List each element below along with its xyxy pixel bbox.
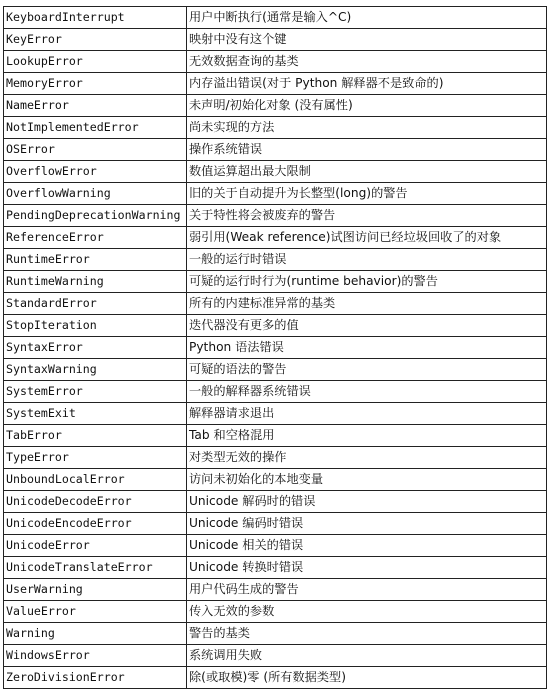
table-row bbox=[4, 469, 547, 491]
table-row bbox=[4, 491, 547, 513]
exception-description-cell: 可疑的语法的警告 bbox=[187, 359, 547, 381]
table-row bbox=[4, 535, 547, 557]
exception-name-cell: LookupError bbox=[4, 51, 187, 73]
exception-description-cell: 尚未实现的方法 bbox=[187, 117, 547, 139]
table-row bbox=[4, 7, 547, 29]
exception-name-cell: PendingDeprecationWarning bbox=[4, 205, 187, 227]
exception-name-cell: WindowsError bbox=[4, 645, 187, 667]
exception-name-cell: Warning bbox=[4, 623, 187, 645]
exception-name-cell: UnboundLocalError bbox=[4, 469, 187, 491]
exception-name-cell: OverflowError bbox=[4, 161, 187, 183]
exception-name-cell: UserWarning bbox=[4, 579, 187, 601]
exception-name-cell: UnicodeTranslateError bbox=[4, 557, 187, 579]
exception-name-cell: SystemError bbox=[4, 381, 187, 403]
table-row bbox=[4, 359, 547, 381]
exception-name-cell: RuntimeWarning bbox=[4, 271, 187, 293]
table-row bbox=[4, 271, 547, 293]
exception-description-cell: 警告的基类 bbox=[187, 623, 547, 645]
exception-description-cell: 用户中断执行(通常是输入^C) bbox=[187, 7, 547, 29]
exception-name-cell: KeyError bbox=[4, 29, 187, 51]
exception-name-cell: MemoryError bbox=[4, 73, 187, 95]
exception-description-cell: 内存溢出错误(对于 Python 解释器不是致命的) bbox=[187, 73, 547, 95]
table-row bbox=[4, 315, 547, 337]
exception-description-cell: 访问未初始化的本地变量 bbox=[187, 469, 547, 491]
exception-name-cell: SyntaxError bbox=[4, 337, 187, 359]
exception-description-cell: Tab 和空格混用 bbox=[187, 425, 547, 447]
table-row bbox=[4, 425, 547, 447]
exception-description-cell: 除(或取模)零 (所有数据类型) bbox=[187, 667, 547, 689]
exception-name-cell: StopIteration bbox=[4, 315, 187, 337]
table-row bbox=[4, 183, 547, 205]
table-row bbox=[4, 645, 547, 667]
table-row bbox=[4, 205, 547, 227]
exception-description-cell: 一般的运行时错误 bbox=[187, 249, 547, 271]
exception-description-cell: 系统调用失败 bbox=[187, 645, 547, 667]
exception-description-cell: 对类型无效的操作 bbox=[187, 447, 547, 469]
table-row bbox=[4, 161, 547, 183]
table-row bbox=[4, 557, 547, 579]
exception-name-cell: SystemExit bbox=[4, 403, 187, 425]
exception-description-cell: 旧的关于自动提升为长整型(long)的警告 bbox=[187, 183, 547, 205]
exception-description-cell: 未声明/初始化对象 (没有属性) bbox=[187, 95, 547, 117]
exception-name-cell: UnicodeError bbox=[4, 535, 187, 557]
table-row bbox=[4, 381, 547, 403]
exception-name-cell: StandardError bbox=[4, 293, 187, 315]
exception-description-cell: Python 语法错误 bbox=[187, 337, 547, 359]
exception-description-cell: 弱引用(Weak reference)试图访问已经垃圾回收了的对象 bbox=[187, 227, 547, 249]
exception-name-cell: ValueError bbox=[4, 601, 187, 623]
exception-description-cell: Unicode 解码时的错误 bbox=[187, 491, 547, 513]
exception-description-cell: 可疑的运行时行为(runtime behavior)的警告 bbox=[187, 271, 547, 293]
exception-description-cell: 映射中没有这个键 bbox=[187, 29, 547, 51]
table-row bbox=[4, 623, 547, 645]
exception-name-cell: TabError bbox=[4, 425, 187, 447]
exception-name-cell: RuntimeError bbox=[4, 249, 187, 271]
table-row bbox=[4, 139, 547, 161]
exception-description-cell: 用户代码生成的警告 bbox=[187, 579, 547, 601]
exception-description-cell: 迭代器没有更多的值 bbox=[187, 315, 547, 337]
table-row bbox=[4, 667, 547, 689]
table-row bbox=[4, 513, 547, 535]
table-row bbox=[4, 403, 547, 425]
exception-description-cell: 无效数据查询的基类 bbox=[187, 51, 547, 73]
exception-name-cell: SyntaxWarning bbox=[4, 359, 187, 381]
table-row bbox=[4, 293, 547, 315]
exception-description-cell: 解释器请求退出 bbox=[187, 403, 547, 425]
exception-name-cell: KeyboardInterrupt bbox=[4, 7, 187, 29]
exception-name-cell: NotImplementedError bbox=[4, 117, 187, 139]
exception-description-cell: Unicode 编码时错误 bbox=[187, 513, 547, 535]
table-row bbox=[4, 51, 547, 73]
exception-description-cell: 关于特性将会被废弃的警告 bbox=[187, 205, 547, 227]
table-row bbox=[4, 95, 547, 117]
exception-name-cell: NameError bbox=[4, 95, 187, 117]
exception-description-cell: 一般的解释器系统错误 bbox=[187, 381, 547, 403]
exception-description-cell: Unicode 转换时错误 bbox=[187, 557, 547, 579]
table-row bbox=[4, 227, 547, 249]
exception-name-cell: OverflowWarning bbox=[4, 183, 187, 205]
exception-table bbox=[3, 6, 547, 689]
table-row bbox=[4, 29, 547, 51]
exception-name-cell: ZeroDivisionError bbox=[4, 667, 187, 689]
exception-description-cell: 操作系统错误 bbox=[187, 139, 547, 161]
exception-name-cell: UnicodeEncodeError bbox=[4, 513, 187, 535]
table-row bbox=[4, 579, 547, 601]
exception-description-cell: 所有的内建标准异常的基类 bbox=[187, 293, 547, 315]
table-row bbox=[4, 447, 547, 469]
table-row bbox=[4, 337, 547, 359]
exception-name-cell: OSError bbox=[4, 139, 187, 161]
exception-description-cell: Unicode 相关的错误 bbox=[187, 535, 547, 557]
exception-description-cell: 数值运算超出最大限制 bbox=[187, 161, 547, 183]
exception-name-cell: ReferenceError bbox=[4, 227, 187, 249]
table-row bbox=[4, 73, 547, 95]
exception-name-cell: UnicodeDecodeError bbox=[4, 491, 187, 513]
table-row bbox=[4, 249, 547, 271]
exception-name-cell: TypeError bbox=[4, 447, 187, 469]
table-row bbox=[4, 601, 547, 623]
exception-description-cell: 传入无效的参数 bbox=[187, 601, 547, 623]
exception-table-body bbox=[4, 7, 547, 689]
table-row bbox=[4, 117, 547, 139]
